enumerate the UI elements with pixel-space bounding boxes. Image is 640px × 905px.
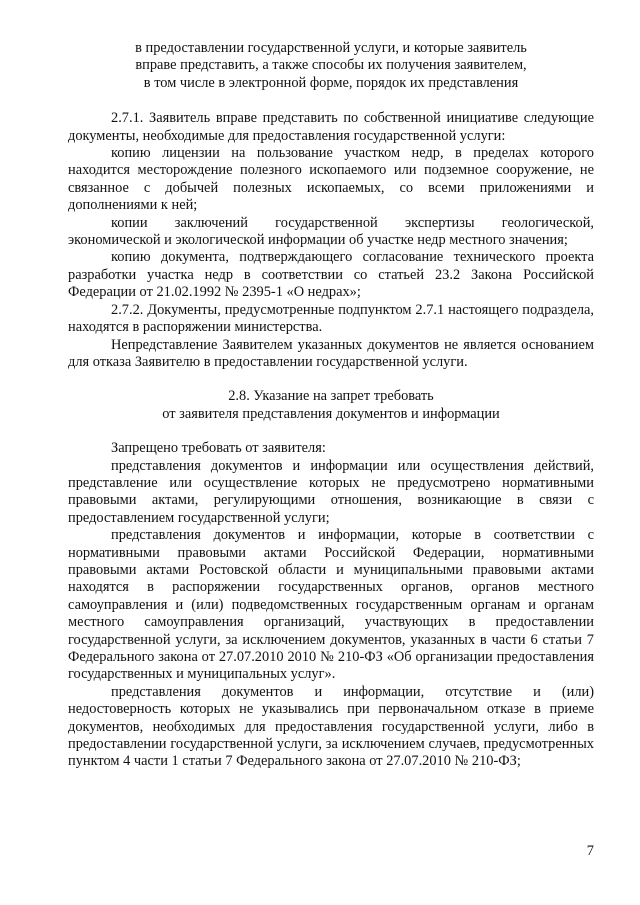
section-heading-2-8 — [68, 388, 594, 423]
paragraph-2-7-1: 2.7.1. Заявитель вправе представить по собственной инициативе следующие документы, необходимые для предоставления государственной услуги: — [68, 110, 594, 144]
section-2-7-body — [68, 110, 594, 371]
paragraph-license-copy: копию лицензии на пользование участком недр, в пределах которого находится месторождение полезного ископаемого или подземное сооружение, не связанное с добычей полезных ископаемых, со всеми приложениями и дополнениями к ней; — [68, 145, 594, 214]
paragraph-expertise-copies: копии заключений государственной экспертизы геологической, экономической и экологической информации об участке недр местного значения; — [68, 214, 594, 249]
heading-line-1: в предоставлении государственной услуги, и которые заявитель — [135, 40, 527, 56]
paragraph-prohibition-2: представления документов и информации, которые в соответствии с нормативными правовыми актами Российской Федерации, нормативными правовыми актами Ростовской области и муниципальными правовыми актами находятся в распоряжении государственных органов, органов местного самоуправления и (или) подведомственных государственным органам и органам местного самоуправления организаций, участвующих в предоставлении государственной услуги, за исключением документов, указанных в части 6 статьи 7 Федерального закона от 27.07.2010 2010 № 210-ФЗ «Об организации предоставления государственных и муниципальных услуг». — [68, 527, 594, 683]
paragraph-prohibition-intro: Запрещено требовать от заявителя: — [111, 440, 326, 457]
heading-line-2: вправе представить, а также способы их получения заявителем, — [135, 57, 527, 74]
spacer — [68, 423, 594, 440]
paragraph-2-7-2: 2.7.2. Документы, предусмотренные подпунктом 2.7.1 настоящего подраздела, находятся в распоряжении министерства. — [68, 301, 594, 336]
heading-2-8-line-1: 2.8. Указание на запрет требовать — [228, 388, 434, 405]
paragraph-project-approval: копию документа, подтверждающего согласование технического проекта разработки участка недр в соответствии со статьей 23.2 Закона Российской Федерации от 21.02.1992 № 2395-1 «О недрах»; — [68, 249, 594, 301]
heading-2-8-line-2: от заявителя представления документов и информации — [162, 405, 500, 422]
paragraph-prohibition-3: представления документов и информации, отсутствие и (или) недостоверность которых не указывались при первоначальном отказе в приеме документов, необходимых для предоставления государственной услуги, либо в предоставлении государственной услуги, за исключением случаев, предусмотренных пунктом 4 части 1 статьи 7 Федерального закона от 27.07.2010 № 210-ФЗ; — [68, 683, 594, 770]
section-heading-2-7 — [68, 40, 594, 92]
document-page — [68, 40, 594, 771]
page-number: 7 — [586, 843, 594, 859]
paragraph-prohibition-1: представления документов и информации или осуществления действий, представление или осуществление которых не предусмотрено нормативными правовыми актами, регулирующими отношения, возникающие в связи с предоставлением государственной услуги; — [68, 457, 594, 526]
spacer — [68, 371, 594, 388]
section-2-8-body — [68, 440, 594, 771]
heading-line-3: в том числе в электронной форме, порядок их представления — [143, 74, 519, 91]
paragraph-non-submission: Непредставление Заявителем указанных документов не является основанием для отказа Заявителю в предоставлении государственной услуги. — [68, 336, 594, 370]
